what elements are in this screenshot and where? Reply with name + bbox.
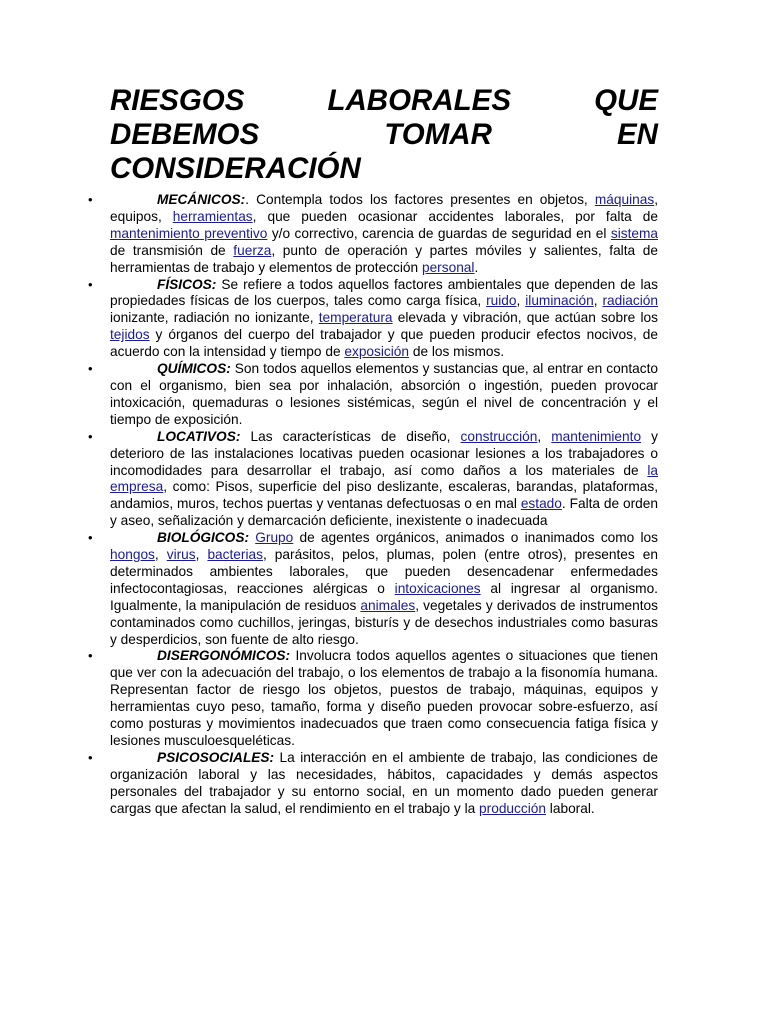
list-item — [110, 750, 658, 818]
body-text: ionizante, radiación no ionizante, — [110, 310, 319, 326]
inline-link[interactable]: intoxicaciones — [394, 580, 481, 596]
body-text: elevada y vibración, que actúan sobre los — [392, 310, 658, 326]
list-item — [110, 530, 658, 648]
risk-term: QUÍMICOS: — [157, 361, 231, 377]
body-text: , vegetales y derivados de instrumentos contaminados como cuchillos, jeringas, bisturís y de desechos industriales como basuras y desperdicios, son fuente de alto riesgo. — [110, 597, 658, 647]
inline-link[interactable]: virus — [166, 547, 196, 563]
list-item — [110, 361, 658, 429]
risk-term: LOCATIVOS: — [157, 428, 241, 444]
body-text: La interacción en el ambiente de trabajo, las condiciones de organización laboral y las necesidades, hábitos, capacidades y demás aspectos personales del trabajador y su entorno social, en un momento dado pueden generar cargas que afectan la salud, el rendimiento en el trabajo y la — [110, 749, 658, 816]
body-text: , — [195, 547, 208, 563]
body-text: laboral. — [546, 800, 595, 816]
body-text: Se refiere a todos aquellos factores ambientales que dependen de las propiedades físicas de los cuerpos, tales como carga física, — [110, 276, 658, 309]
inline-link[interactable]: tejidos — [110, 327, 150, 343]
inline-link[interactable]: herramientas — [172, 208, 253, 224]
inline-link[interactable]: máquinas — [594, 192, 655, 207]
inline-link[interactable]: producción — [479, 800, 546, 816]
body-text: de transmisión de — [110, 242, 234, 258]
list-item — [110, 648, 658, 749]
body-text: Involucra todos aquellos agentes o situaciones que tienen que ver con la adecuación del trabajo, o los elementos de trabajo a la fisonomía humana. Representan factor de riesgo los objetos, puestos de trabajo, máquinas, equipos y herramientas cuyo peso, tamaño, forma y diseño pueden provocar sobre-esfuerzo, así como posturas y movimientos inadecuados que traen como consecuencia fatiga física y lesiones musculoesqueléticas. — [110, 648, 658, 748]
risk-list — [110, 192, 658, 818]
body-text: , que pueden ocasionar accidentes laborales, por falta de — [252, 208, 659, 224]
inline-link[interactable]: radiación — [602, 293, 658, 309]
body-text: , — [537, 428, 552, 444]
body-text: Las características de diseño, — [240, 428, 461, 444]
risk-term: PSICOSOCIALES: — [157, 749, 275, 765]
list-item — [110, 277, 658, 362]
body-text: , — [593, 293, 603, 309]
inline-link[interactable]: hongos — [110, 547, 155, 563]
body-text: al ingresar al organismo. Igualmente, la manipulación de residuos — [110, 580, 658, 613]
body-text: , parásitos, pelos, plumas, polen (entre otros), presentes en determinados ambientes laborales, que pueden desencadenar enfermedades infectocontagiosas, reacciones alérgicas o — [110, 547, 658, 596]
inline-link[interactable]: exposición — [344, 344, 410, 360]
inline-link[interactable]: sistema — [610, 225, 659, 241]
risk-term: MECÁNICOS: — [157, 192, 246, 207]
page-title: RIESGOS LABORALES QUE DEBEMOS TOMAR EN CONSIDERACIÓN — [110, 84, 658, 185]
body-text: . Falta de orden y aseo, señalización y demarcación deficiente, inexistente o inadecuada — [110, 496, 659, 529]
risk-term: DISERGONÓMICOS: — [157, 648, 291, 664]
inline-link[interactable]: Grupo — [255, 530, 294, 546]
body-text: y órganos del cuerpo del trabajador y que pueden producir efectos nocivos, de acuerdo con la intensidad y tiempo de — [110, 327, 658, 360]
body-text: . — [474, 259, 479, 275]
body-text: y deterioro de las instalaciones locativas pueden ocasionar lesiones a los trabajadores o incomodidades para desarrollar el trabajo, así como daños a los materiales de — [110, 428, 658, 478]
inline-link[interactable]: la empresa — [110, 462, 658, 495]
body-text: de agentes orgánicos, animados o inanimados como los — [293, 530, 658, 546]
inline-link[interactable]: personal — [421, 259, 475, 275]
risk-term: BIOLÓGICOS: — [157, 530, 250, 546]
body-text: , equipos, — [110, 192, 658, 224]
body-text: , punto de operación y partes móviles y salientes, falta de herramientas de trabajo y elementos de protección — [110, 242, 658, 275]
body-text: . Contempla todos los factores presentes en objetos, — [245, 192, 595, 207]
inline-link[interactable]: fuerza — [233, 242, 272, 258]
body-text: , como: Pisos, superficie del piso deslizante, escaleras, barandas, plataformas, andamios, muros, techos puertas y ventanas defectuosas o en mal — [110, 479, 658, 512]
inline-link[interactable]: estado — [520, 496, 562, 512]
inline-link[interactable]: animales — [360, 597, 416, 613]
body-text: y/o correctivo, carencia de guardas de seguridad en el — [267, 225, 611, 241]
inline-link[interactable]: iluminación — [525, 293, 594, 309]
body-text: Son todos aquellos elementos y sustancias que, al entrar en contacto con el organismo, bien sea por inhalación, absorción o ingestión, pueden provocar intoxicación, quemaduras o lesiones sistémicas, según el nivel de concentración y el tiempo de exposición. — [110, 361, 658, 427]
inline-link[interactable]: ruido — [486, 293, 517, 309]
inline-link[interactable]: mantenimiento preventivo — [110, 225, 268, 241]
risk-term: FÍSICOS: — [157, 276, 217, 292]
inline-link[interactable]: temperatura — [318, 310, 393, 326]
body-text: , — [516, 293, 526, 309]
inline-link[interactable]: construcción — [460, 428, 538, 444]
body-text: , — [154, 547, 167, 563]
body-text: de los mismos. — [409, 344, 505, 360]
inline-link[interactable]: mantenimiento — [551, 428, 642, 444]
list-item — [110, 192, 658, 277]
inline-link[interactable]: bacterias — [207, 547, 263, 563]
list-item — [110, 429, 658, 530]
